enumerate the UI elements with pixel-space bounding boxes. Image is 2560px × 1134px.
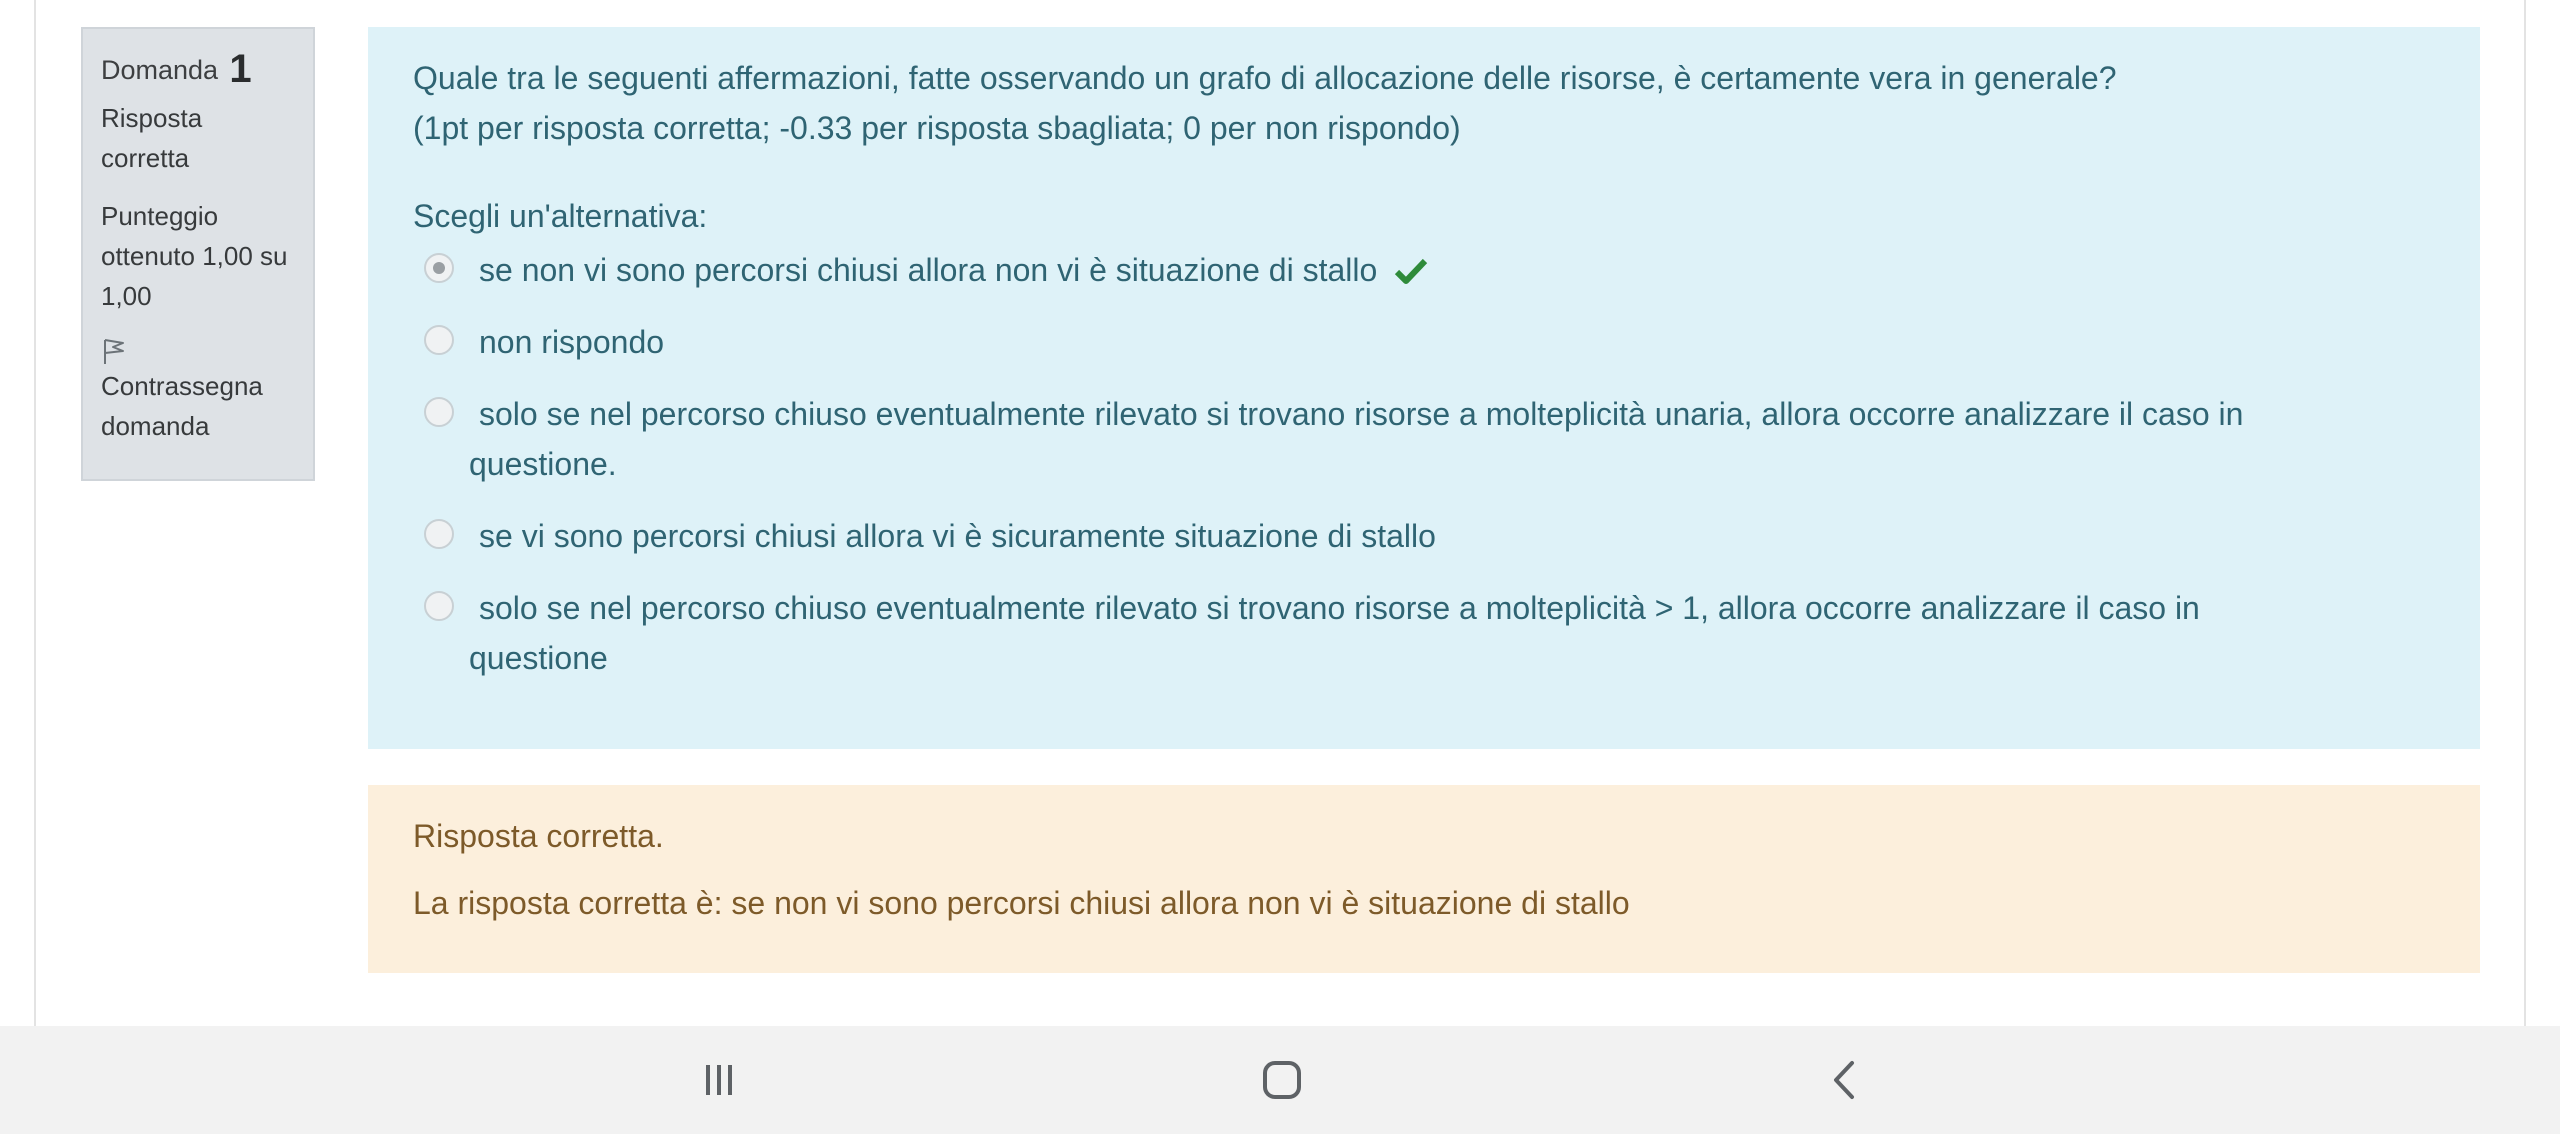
radio-button-selected[interactable] [424, 253, 454, 283]
flag-line2[interactable]: domanda [101, 411, 210, 441]
question-number-heading [101, 49, 295, 90]
page-border-left [34, 0, 36, 1026]
answer-3-text-cont: questione. [469, 446, 617, 482]
radio-button[interactable] [424, 519, 454, 549]
state-line2: corretta [101, 143, 190, 173]
grade-line3: 1,00 [101, 281, 152, 311]
question-label: Domanda [101, 55, 219, 85]
answer-3-text: solo se nel percorso chiuso eventualmente rilevato si trovano risorse a molteplicità unaria, allora occorre analizzare il caso in [479, 396, 2244, 432]
feedback-status: Risposta corretta. [413, 818, 664, 854]
question-info-box [81, 27, 315, 481]
answer-5-text: solo se nel percorso chiuso eventualmente rilevato si trovano risorse a molteplicità > 1, allora occorre analizzare il caso in [479, 590, 2200, 626]
flag-question-link[interactable] [101, 336, 295, 446]
answer-option-2[interactable] [413, 317, 2435, 367]
system-navigation-bar [0, 1026, 2560, 1134]
back-button[interactable] [1804, 1046, 1884, 1114]
grade-line2: ottenuto 1,00 su [101, 241, 288, 271]
answer-4-text: se vi sono percorsi chiusi allora vi è sicuramente situazione di stallo [479, 518, 1436, 554]
home-button[interactable] [1242, 1046, 1322, 1114]
question-content [368, 27, 2480, 749]
flag-icon[interactable] [101, 336, 127, 366]
answer-option-4[interactable] [413, 511, 2435, 561]
page-border-right [2524, 0, 2526, 1026]
answer-prompt: Scegli un'alternativa: [413, 198, 708, 234]
back-icon[interactable] [1824, 1058, 1864, 1102]
question-grade [101, 196, 295, 316]
radio-button[interactable] [424, 397, 454, 427]
grade-line1: Punteggio [101, 201, 219, 231]
recent-apps-icon[interactable] [699, 1060, 739, 1100]
answer-option-5[interactable] [413, 583, 2435, 683]
question-state [101, 98, 295, 178]
radio-button[interactable] [424, 325, 454, 355]
answer-option-1[interactable] [413, 245, 2435, 295]
question-text-line1: Quale tra le seguenti affermazioni, fatte osservando un grafo di allocazione delle risorse, è certamente vera in generale? [413, 60, 2117, 96]
flag-line1[interactable]: Contrassegna [101, 371, 263, 401]
answer-5-text-cont: questione [469, 640, 608, 676]
feedback-box [368, 785, 2480, 973]
question-number: 1 [229, 47, 252, 91]
feedback-right-answer: La risposta corretta è: se non vi sono percorsi chiusi allora non vi è situazione di stallo [413, 885, 1630, 921]
state-line1: Risposta [101, 103, 203, 133]
check-icon [1394, 257, 1428, 285]
radio-button[interactable] [424, 591, 454, 621]
question-text-line2: (1pt per risposta corretta; -0.33 per risposta sbagliata; 0 per non rispondo) [413, 110, 1461, 146]
home-icon[interactable] [1260, 1058, 1304, 1102]
answer-1-text: se non vi sono percorsi chiusi allora non vi è situazione di stallo [479, 252, 1378, 288]
recent-apps-button[interactable] [679, 1046, 759, 1114]
answer-option-3[interactable] [413, 389, 2435, 489]
answer-list [413, 245, 2435, 683]
answer-2-text: non rispondo [479, 324, 665, 360]
